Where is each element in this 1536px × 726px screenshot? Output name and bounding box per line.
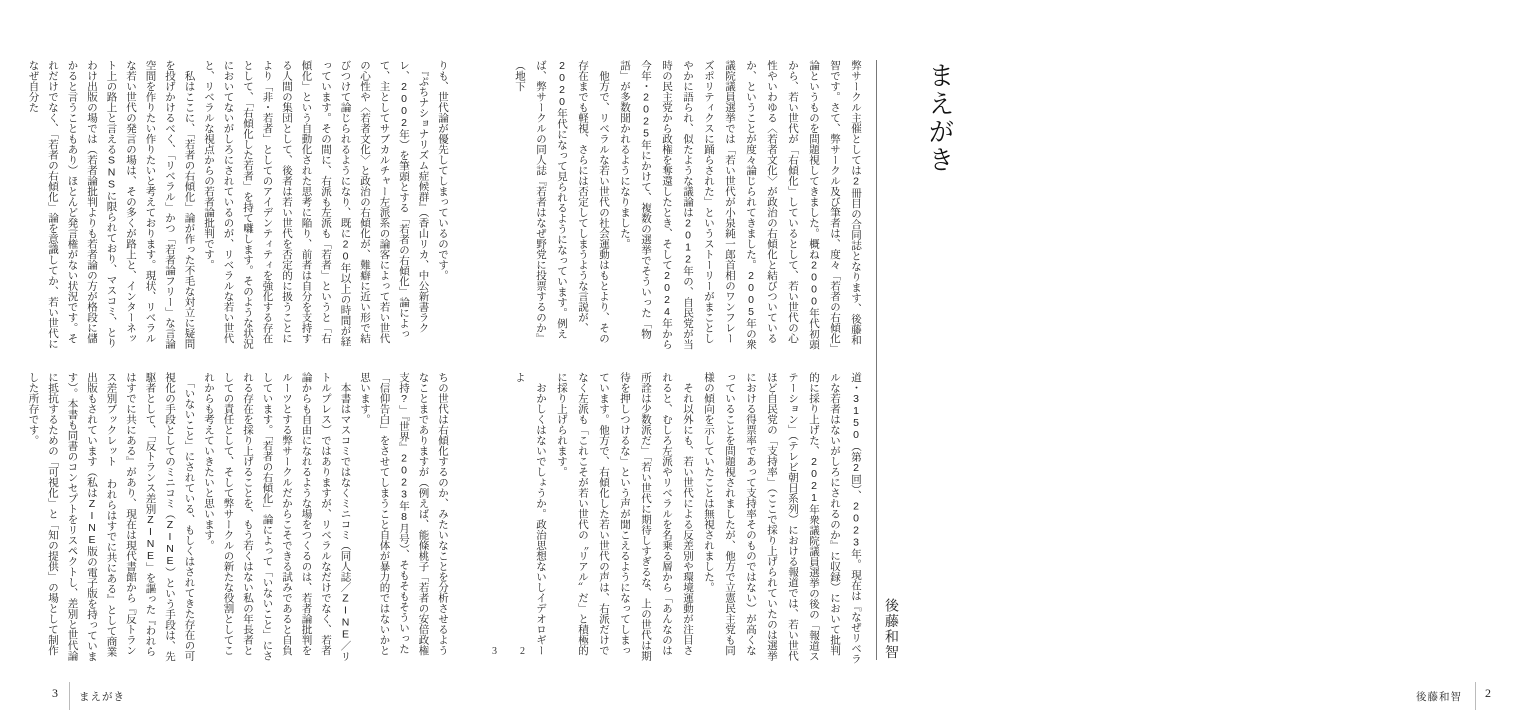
right-page-upper-text-tier <box>509 60 866 352</box>
paragraph: 『ぷちナショナリズム症候群』（香山リカ、中公新書ラクレ、2002年）を筆頭とする「若者の右傾化」論によって、主としてサブカルチャー左派系の論客によって若い世代の心性や〈若者文化〉と政治の右傾化が、難癖に近い形で結びつけて論じられるようになり、既に20年以上の時間が経っています。その間に、右派も左派も「若者」というと「右傾化」という自動化された思考に陥り、前者は自分を支持する人間の集団として、後者は若い世代を否定的に扱うことにより「非・若者」としてのアイデンティティを強化する存在として、「右傾化した若者」を持て囃します。そのような状況においてないがしろにされているのが、リベラルな若い世代と、リベラルな視点からの若者論批判です。 <box>203 60 430 349</box>
right-page-lower-text-tier <box>509 372 866 664</box>
paragraph: 他方で、リベラルな若い世代の社会運動はもとより、その存在までも軽視、さらには否定してしまうような言説が、2020年代になって見られるようになっています。例えば、弊サークルの同人誌『若者はなぜ野党に投票するのか』（地下 <box>514 60 610 344</box>
paragraph: 道・3150（第2回）、2023年。現在は『なぜリベラルな若者はないがしろにされるのか』に収録）において批判的に採り上げた、2021年衆議院議員選挙の後の「報道ステーション」（テレビ朝日系列）における報道では、若い世代ほど自民党の「支持率」（ここで採り上げられていたのは選挙における得票率であって支持率そのものではない）が高くなっていることを問題視されましたが、他方で立憲民主党も同様の傾向を示していたことは無視されました。 <box>703 372 862 664</box>
paragraph: おかしくはないでしょうか。政治思想ないしイデオロギーよ <box>514 372 547 656</box>
left-page-lower-text-tier <box>23 372 452 664</box>
inner-page-number: 3 <box>492 646 497 657</box>
paragraph: りも、世代論が優先してしまっているのです。 <box>437 60 449 281</box>
inner-page-number: 2 <box>520 646 525 657</box>
footer-divider <box>69 682 70 710</box>
footer-section-title: まえがき <box>79 692 125 703</box>
title-divider-rule <box>876 60 877 660</box>
paragraph: 私はここに、「若者の右傾化」論が作った不毛な対立に疑問を投げかけるべく、「リベラル」かつ「若者論フリー」な言論空間を作りたい作りたいと考えております。現状、リベラルな若い世代の発言の場は、その多くが路上と、インターネット上の路上と言えるSNSに限られており、マスコミ、とりわけ出版の場では（若者論批判よりも若者論の方が格段に儲かると言うこともあり）ほとんど発言権がない状況です。それだけでなく、「若者の右傾化」論を意識してか、若い世代になぜ自分た <box>27 60 196 349</box>
left-page-upper-text-tier <box>23 60 452 352</box>
footer-author: 後藤和智 <box>1416 692 1462 703</box>
preface-title: まえがき <box>925 62 954 174</box>
paragraph: ちの世代は右傾化するのか、みたいなことを分析させるようなことまでありますが（例えば、能條桃子「若者の安倍政権支持?」『世界』2023年8月号）、そもそもそういった「信仰告白」をさせてしまうこと自体が暴力的ではないかと思います。 <box>359 372 449 656</box>
footer-page-number: 2 <box>1485 686 1491 700</box>
left-page-footer <box>50 684 170 710</box>
paragraph: 「いないこと」にされている、もしくはされてきた存在の可視化の手段としてのミニコミ（ZINE）という手段は、先駆者として、「反トランス差別ZINE」を謳った『われらはすでに共にある』があり、現在は現代書館から『反トランス差別ブックレット われらはすでに共にある』として商業出版もされています（私はZINE版の電子版を持っています）。本書も同書のコンセプトをリスペクトし、差別と世代論に抵抗するための「可視化」と「知の提供」の場として制作した所存です。 <box>27 372 196 662</box>
footer-page-number: 3 <box>52 686 58 700</box>
right-page-footer <box>1416 684 1536 710</box>
paragraph: 本書はマスコミではなくミニコミ（同人誌／ZINE／リトルプレス）ではありますが、リベラルなだけでなく、若者論からも自由になれるような場をつくるのは、若者論批判をルーツとする弊サークルだからこそできる試みであると自負しています。「若者の右傾化」論によって「いないこと」にされる存在を採り上げることを、もう若くはない私の年長者としての責任として、そして弊サークルの新たな役割としてこれからも考えていきたいと思います。 <box>203 372 352 662</box>
paragraph: それ以外にも、若い世代による反差別や環境運動が注目されると、むしろ左派やリベラルを名乗る層から「あんなのは所詮は少数派だ」「若い世代に期待しすぎるな、上の世代は期待を押しつけるな」という声が聞こえるようになってしまっています。他方で、右傾化した若い世代の声は、右派だけでなく左派も「これこそが若い世代の〝リアル〟だ」と積極的に採り上げられます。 <box>556 372 694 661</box>
paragraph: 弊サークル主催としては2冊目の合同誌となります、後藤和智です。さて、弊サークル及び筆者は、度々「若者の右傾化」論というものを問題視してきました。概ね2000年代初頭から、若い世代が「右傾化」しているとして、若い世代の心性やいわゆる〈若者文化〉が政治の右傾化と結びついているか、ということが度々論じられてきました。2005年の衆議院議員選挙では「若い世代が小泉純一郎首相のワンフレーズポリティクスに踊らされた」というストーリーがまことしやかに語られ、似たような議論は2012年の、自民党が当時の民主党から政権を奪還したとき、そして2024年から今年・2025年にかけて、複数の選挙でそういった「物語」が多数聞かれるようになりました。 <box>619 60 862 350</box>
footer-divider <box>1475 682 1476 710</box>
page-left <box>0 0 512 726</box>
page-right <box>512 0 1491 726</box>
author-name-column: 後藤和智 <box>883 598 898 660</box>
